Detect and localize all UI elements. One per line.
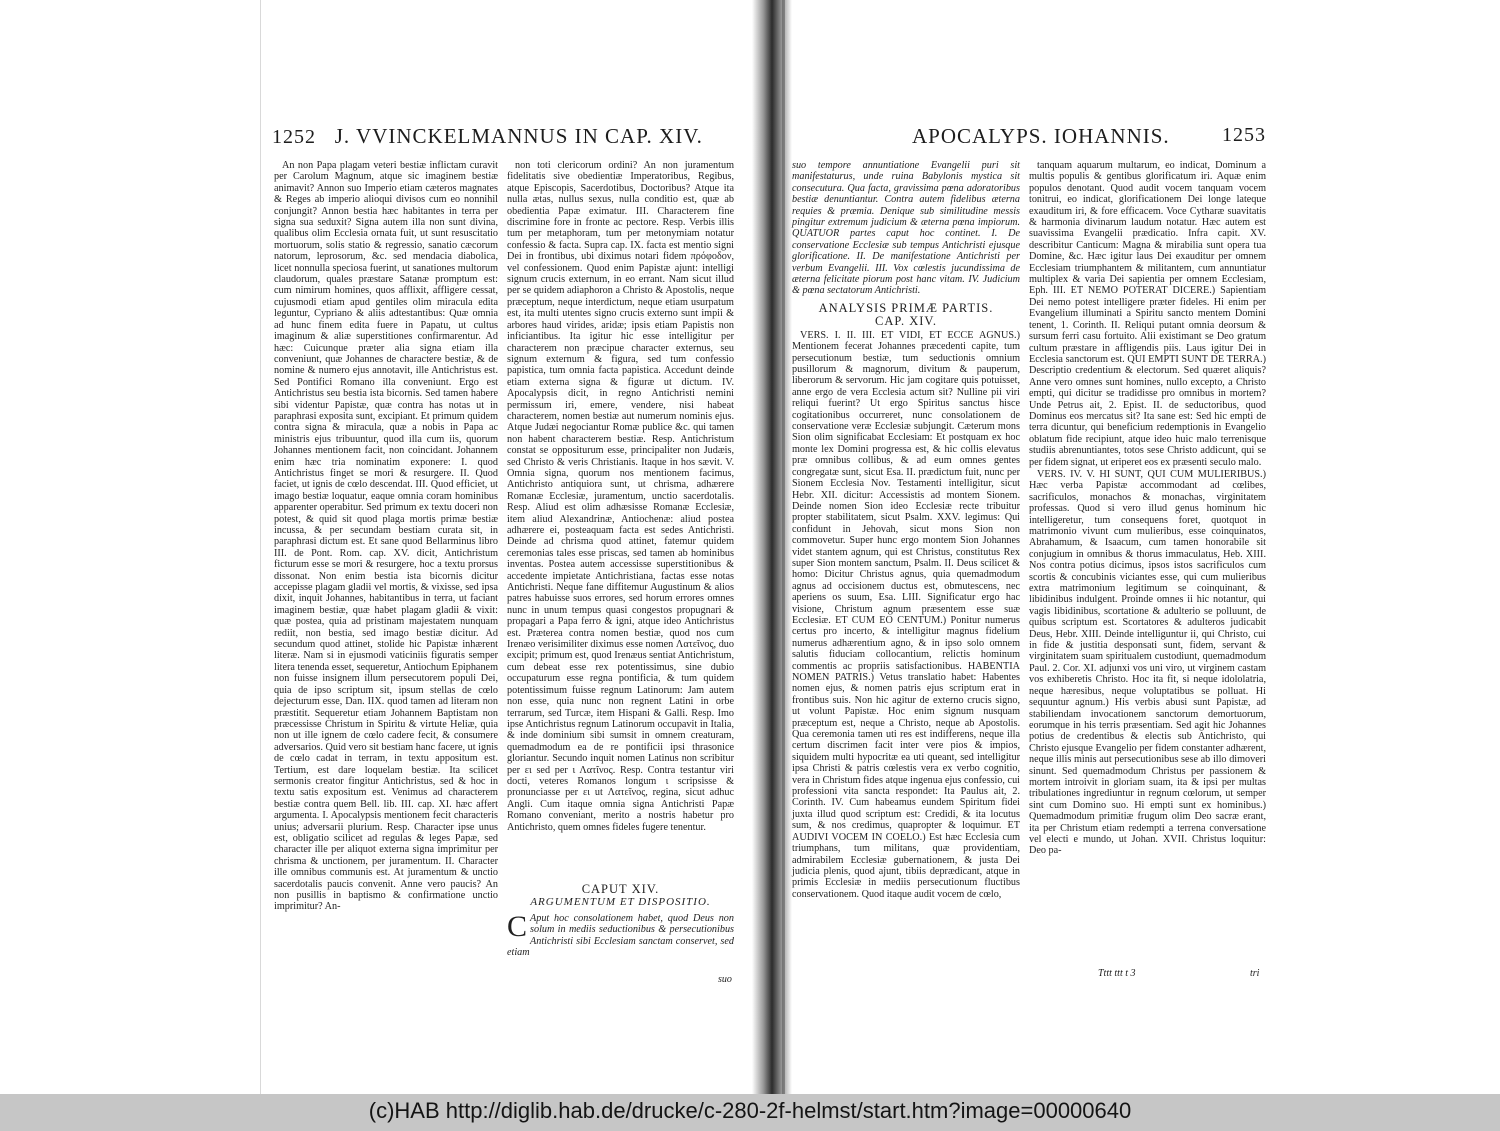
column-paragraph: VERS. IV. V. HI SUNT, QUI CUM MULIERIBUS.) Hæc verba Papistæ accommodant ad cœlibes, sacrificulos, monachos & monachas, virginitatem professas. Quod si vero illud genus hominum hic intelligeretur, tum consequens foret, quotquot in matrimonio vivunt cum mulieribus, esse coinquinatos, Abrahamum, & Isaacum, cum tamen honorabile sit conjugium in omnibus & thorus immaculatus, Heb. XIII. Nos contra potius dicimus, ipsos istos sacrificulos cum scortis & concubinis viciantes esse, qui cum mulieribus extra matrimonium legitimum se coinquinant, & libidinibus indulgent. Proinde omnes ii hic notantur, qui vagis libidinibus, scortatione & adulterio se polluunt, de quibus scriptum est. Scortatores & adulteros judicabit Deus, Hebr. XIII. Deinde intelliguntur ii, qui Christo, cui in fide & justitia desponsati sunt, fidem, servant & virginitatem suam spiritualem custodiunt, quemadmodum Paul. 2. Cor. XI. adjunxi vos uni viro, ut virginem castam vos exhiberetis Christo. Hoc ita fit, si neque idololatria, neque hæresibus, neque voluptatibus se polluat. Hi sequuntur agnum.) His verbis abusi sunt Papistæ, ad stabiliendam invocationem sanctorum demortuorum, eorumque in his terris præsentiam. Sed agit hic Johannes potius de credentibus & electis sub Antichristo, qui Christo ejusque Evangelio per fidem constanter adhærent, neque illis minis aut persecutionibus sese ab illo dimoveri sinunt. Sed quemadmodum Christus per passionem & mortem introivit in gloriam suam, ita & ipsi per multas tribulationes ingrediuntur in regnum cœlorum, ut semper sint cum Domino suo. Hi empti sunt ex hominibus.) Quemadmodum primitiæ frugum olim Deo sacræ erant, ita per Christum etiam redempti a terrena conversatione vel electi e mundo, ut Johan. XVII. Christus loquitur: Deo pa- xyxy=(1029,468,1266,857)
right-page-number: 1253 xyxy=(1222,124,1266,146)
column-paragraph: An non Papa plagam veteri bestiæ inflictam curavit per Carolum Magnum, atque sic imaginem bestiæ animavit? Annon suo Imperio etiam cæteros magnates & Reges ab imperio alioqui divisos cum eo nonnihil conjungit? Annon bestia hæc habitantes in terra per signa sua seduxit? Signa autem illa non sunt divina, qualibus olim Ecclesia ornata fuit, ut sunt resuscitatio mortuorum, solis statio & regressio, sanatio cæcorum natorum, leprosorum, &c. sed mendacia diabolica, licet nonnulla speciosa fuerint, ut sanationes multorum claudorum, quales præstare Satanæ promptum est: cum nimirum homines, quos afflixit, affligere cessat, cujusmodi etiam apud gentiles olim miracula edita leguntur, Cypriano & aliis adtestantibus: Quæ omnia ad hunc finem edita fuere in Papatu, ut cultus imaginum & aliæ superstitiones confirmarentur. Ad hæc: Cuicunque præter alia signa etiam illa conveniunt, quæ Johannes de charactere bestiæ, & de nomine & numero ejus annotavit, ille Antichristus est. Sed Pontifici Romano illa conveniunt. Ergo est Antichristus seu bestia ista bicornis. Sed tamen habere sibi videntur Papistæ, quæ contra has notas ut in paraphrasi exposita sunt, excipiant. Et primum quidem contra signa & miracula, quæ a nobis in Papa ac ministris ejus tribuuntur, quod illa cum iis, quorum Johannes mentionem facit, non coincidant. Johannem enim hæc tria nominatim exponere: I. quod Antichristus finget se mori & resurgere. II. Quod faciet, ut ignis de cœlo descendat. III. Quod efficiet, ut imago bestiæ loquatur, eaque omnia coram hominibus apparenter operabitur. Sed primum ex textu doceri non potest, & quid sit quod plaga mortis primæ bestiæ incussa, & per secundam bestiam curata sit, in paraphrasi dictum est. Et sane quod Bellarminus libro III. de Pont. Rom. cap. XV. dicit, Antichristum ficturum esse se mori & resurgere, hoc a textu prorsus dissonat. Non enim bestia ista bicornis dicitur accepisse plagam gladii vel mortis, & vixisse, sed ipsa dixit, inquit Johannes, habitantibus in terra, ut faciant imaginem bestiæ, quæ habet plagam gladii & vixit: quæ postea, quia ad pristinam majestatem nunquam rediit, non bestia, sed imago bestiæ dicitur. Ad secundum quod attinet, stolide hic Papistæ inhærent literæ. Nam si in ejusmodi vaticiniis figuratis semper litera tenenda esset, sequeretur, Antiochum Epiphanem non fuisse insignem illum persecutorem populi Dei, quia de ipso scriptum sit, ipsum stellas de cœlo dejecturum esse, Dan. IIX. quod tamen ad literam non præstitit. Sequeretur etiam Johannem Baptistam non præcessisse Christum in Spiritu & virtute Heliæ, quia non ut ille ignem de cœlo cadere fecit, & consumere adversarios. Quid vero sit bestiam hanc facere, ut ignis de cœlo cadat in terram, in textu appositum est. Tertium, est dare loquelam bestiæ. Ita scilicet sermonis creator fingitur Antichristus, sed & hoc in textu satis expositum est. Venimus ad characterem bestiæ contra quem Bell. lib. III. cap. XI. hæc affert argumenta. I. Apocalypsis mentionem fecit characteris unius; adversarii plurium. Resp. Character ipse unus est, obligatio scilicet ad regulas & leges Papæ, sed character ille per aliquot externa signa imprimitur per chrisma & unctionem, per juramentum. II. Character ille omnibus communis est. At juramentum & unctio sacerdotalis paucis convenit. Anne vero paucis? An non pusillis in baptismo & confirmatione unctio imprimitur? An- xyxy=(274,160,498,913)
left-page-column-1 xyxy=(274,160,498,968)
column-3-body xyxy=(792,330,1020,944)
right-page-column-2 xyxy=(1029,160,1266,964)
signature-mark: Tttt ttt t 3 xyxy=(1098,968,1136,979)
left-running-head xyxy=(272,124,703,154)
left-catchword: suo xyxy=(718,974,732,985)
cap-heading: CAP. XIV. xyxy=(875,314,937,329)
right-page-column-1 xyxy=(792,160,1020,964)
left-page-number: 1252 xyxy=(272,126,316,148)
analysis-heading: ANALYSIS PRIMÆ PARTIS. xyxy=(818,301,994,315)
left-page-column-2 xyxy=(507,160,734,974)
footer-copyright-url: (c)HAB http://diglib.hab.de/drucke/c-280-2f-helmst/start.htm?image=00000640 xyxy=(368,1098,1132,1123)
chapter-heading: CAPUT XIV. xyxy=(581,882,660,896)
argument-continuation-text: suo tempore annuntiatione Evangelii puri sit manifestaturus, unde ruina Babylonis mystica sit consecutura. Qua facta, gravissima pœna adoratoribus bestiæ denuntiantur. Contra autem fidelibus æterna requies & præmia. Denique sub similitudine messis pingitur extremum judicium & æterna pœna impiorum. QUATUOR partes caput hoc continet. I. De conservatione Ecclesiæ sub tempus Antichristi ejusque glorificatione. II. De manifestatione Antichristi per verbum Evangelii. III. Vox cœlestis jucundissima de æterna felicitate piorum post hanc vitam. IV. Judicium & pœna sectatorum Antichristi. xyxy=(792,160,1020,297)
argument-heading: ARGUMENTUM ET DISPOSITIO. xyxy=(530,896,711,909)
right-catchword: tri xyxy=(1250,968,1260,979)
book-gutter xyxy=(752,0,792,1094)
drop-cap: C xyxy=(507,909,528,943)
column-paragraph: tanquam aquarum multarum, eo indicat, Dominum a multis populis & gentibus glorificatum iri. Aquæ enim populos denotant. Quod audit vocem tanquam vocem tonitrui, eo indicat, glorificationem Dei longe lateque exauditum iri, & fore efficacem. Voce Cytharæ suavitatis & harmonia divinarum laudum notatur. Hæc autem est suavissima Evangelii prædicatio. Infra capit. XV. describitur Canticum: Magna & mirabilia sunt opera tua Domine, &c. Hæc igitur laus Dei exauditur per omnem Ecclesiam triumphantem & militantem, cum annuntiatur multiplex & varia Dei sapientia per omnem Ecclesiam, Eph. III. ET NEMO POTERAT DICERE.) Sapientiam Dei nemo potest intelligere præter fideles. Hi enim per Evangelium illuminati a Spiritu sancto mentem Domini tenent, 1. Corinth. II. Reliqui putant omnia deorsum & sursum ferri casu fortuito. Alii existimant se Deo gratum cultum præstare in affligendis piis. Laus igitur Dei in Ecclesia sanctorum est. QUI EMPTI SUNT DE TERRA.) Descriptio credentium & electorum. Sed quæret aliquis? Anne vero omnes sunt homines, nullo excepto, a Christo empti, qui dicitur se tradidisse pro omnibus in mortem? Unde Petrus ait, 2. Epist. II. de seductoribus, quod Dominus eos mercatus sit? Ita sane est: Sed hic empti de terra dicuntur, qui beneficium redemptionis in Evangelio oblatum fide recipiunt, atque ideo huic malo terrenisque studiis abrenuntiantes, totos sese Christo addicunt, qui se per fidem signat, ut eriperet eos ex præsenti seculo malo. xyxy=(1029,160,1266,468)
gutter-line xyxy=(782,0,785,1094)
column-2-body xyxy=(507,160,734,878)
argument-text: Aput hoc consolationem habet, quod Deus non solum in mediis seductionibus & persecutionibus Antichristi sibi Ecclesiam sanctam conservet, sed etiam xyxy=(507,912,734,959)
column-paragraph: non toti clericorum ordini? An non juramentum fidelitatis sive obedientiæ Imperatoribus, Regibus, atque Episcopis, Sacerdotibus, Doctoribus? Atque ita nulla ætas, nullus sexus, nulla conditio est, quæ ab obedientia Papæ eximatur. III. Characterem fine discrimine fore in fronte ac pectore. Resp. Verbis illis tum per metaphoram, tum per metonymiam notatur confessio & facta. Supra cap. IX. facta est mentio signi Dei in frontibus, ubi diximus notari fidem πρόφοδον, vel confessionem. Quod enim Papistæ ajunt: intelligi signum crucis externum, in eo errant. Nam sicut illud per se quidem adiaphoron a Christo & Apostolis, neque præceptum, neque interdictum, neque etiam usurpatum est, ita multi utentes signo crucis externo sunt impii & arbores haud virides, aridæ; ipsis etiam Papistis non inficiantibus. Ita igitur hic esse intelligitur per characterem non præcipue character externus, seu signum externum & figura, sed tum confessio papistica, tum omnia facta papistica. Accedunt deinde etiam externa signa & figuræ ut dictum. IV. Apocalypsis dicit, in regno Antichristi nemini permissum iri, emere, vendere, nisi habeat characterem, nomen bestiæ aut numerum nominis ejus. Atque Judæi negociantur Romæ publice &c. qui tamen non habent characterem bestiæ. Resp. Antichristum constat se oppositurum esse, principaliter non Judæis, sed Christo & veris Christianis. Itaque in hos sævit. V. Omnia signa, quorum nos mentionem facimus, Antichristo antiquiora sunt, ut chrisma, adhærere Romanæ Ecclesiæ, juramentum, unctio sacerdotalis. Resp. Aliud est olim adhæsisse Romanæ Ecclesiæ, item aliud Alexandrinæ, Antiochenæ: aliud postea adhærere ei, posteaquam facta est sedes Antichristi. Deinde ad chrisma quod attinet, fatemur quidem ceremonias tales esse priscas, sed tamen ab hominibus inventas. Postea autem accessisse superstitionibus & accedente impietate Antichristiana, factas esse notas Antichristi. Neque fane diffitemur Augustinum & alios patres habuisse suos errores, sed horum errores omnes nunc in unum tempus quasi congestos propugnari & propagari a Papa ferro & igni, atque ideo Antichristus est. Præterea contra nomen bestiæ, quod nos cum Irenæo verisimiliter diximus esse nomen Λατεῖνος, duo excipit; primum est, quod Irenæus sentiat Antichristum, cum debeat esse rex potentissimus, sine dubio occupaturum esse regna pontificia, & tum quidem potentissimum fuisse regnum Latinorum: Jam autem non esse, quia nunc non regnent Latini in orbe terrarum, sed Turcæ, item Hispani & Galli. Resp. Imo ipse Antichristus regnum Latinorum occupavit in Italia, & inde dominium sibi sumsit in omnem creaturam, quemadmodum ea de re pontificii ipsi thrasonice gloriantur. Secundo inquit nomen Latinus non scribitur per ει sed per ι Λατῖνος. Resp. Contra testantur viri docti, veteres Romanos longum ι scripsisse & pronunciasse per ει ut Λατεῖνος, regina, sicut adhuc Angli. Cum itaque omnia signa Antichristi Papæ Romano conveniant, merito a nostris habetur pro Antichristo, quem omnes fideles fugere tenentur. xyxy=(507,160,734,833)
left-running-title: J. VVINCKELMANNUS IN CAP. XIV. xyxy=(334,124,703,148)
right-running-title: APOCALYPS. IOHANNIS. xyxy=(912,124,1170,148)
page-edge xyxy=(260,0,261,1094)
argument-continuation xyxy=(792,160,1020,297)
argument-text-block xyxy=(507,909,734,959)
column-paragraph: VERS. I. II. III. ET VIDI, ET ECCE AGNUS.) Mentionem fecerat Johannes præcedenti capite, tum persecutionum bestiæ, tum seductionis omnium pusillorum & magnorum, divitum & pauperum, liberorum & servorum. Hic jam cogitare quis potuisset, anne ergo de vera Ecclesia actum sit? Nulline pii viri reliqui fuerint? Ut ergo Spiritus sanctus hisce cogitationibus occurreret, nunc consolationem de conservatione veræ Ecclesiæ subjungit. Cæterum mons Sion olim significabat Ecclesiam: Et postquam ex hoc monte lex Domini progressa est, & hic collis elevatus præ omnibus collibus, & ad eum omnes gentes congregatæ sunt, sicut Esa. II. prædictum fuit, nunc per Sionem Ecclesia Nov. Testamenti intelligitur, sicut Hebr. XII. dicitur: Accessistis ad montem Sionem. Deinde nomen Sion ideo Ecclesiæ recte tribuitur propter stabilitatem, sicut Psalm. XXV. legimus: Qui confidunt in Jehovah, sicut mons Sion non commovetur. Super hunc ergo montem Sion Johannes videt stantem agnum, qui est Christus, constitutus Rex super Sion montem sanctum, Psalm. II. Deus scilicet & homo: Dicitur Christus agnus, quia quemadmodum agnus ad occisionem ductus est, obmutescens, nec aperiens os suum, Esa. LIII. Significatur ergo hac visione, Christum agnum præsentem esse suæ Ecclesiæ. ET CUM EO CENTUM.) Ponitur numerus certus pro incerto, & intelligitur magnus fidelium numerus adhærentium agno, & in ipso solo omnem salutis fiduciam collocantium, relictis hominum commentis ac propriis satisfactionibus. HABENTIA NOMEN PATRIS.) Vetus translatio habet: Habentes nomen ejus, & nomen patris ejus scriptum erat in frontibus suis. Non hic agitur de externo crucis signo, ut volunt Papistæ. Hoc enim signum nusquam præceptum est, neque a Christo, neque ab Apostolis. Qua ceremonia tamen uti res est indifferens, neque illa certum discrimen facit inter vere pios & impios, siquidem multi hypocritæ ea uti queant, sed intelligitur ipsa Christi & patris cœlestis vera ex verbo cognitio, vera in Christum fides atque ingenua ejus confessio, cui professioni vita sancta respondet: Ita Paulus ait, 2. Corinth. IV. Cum habeamus eundem Spiritum fidei juxta illud quod scriptum est: Credidi, & ita locutus sum, & nos credimus, quapropter & loquimur. ET AUDIVI VOCEM IN COELO.) Est hæc Ecclesia cum triumphans, tum militans, quæ providentiam, admirabilem Ecclesiæ gubernationem, & justa Dei judicia plenis, quod ajunt, tibiis deprædicant, atque in primis Ecclesiæ in mediis persecutionum fluctibus conservationem. Quod itaque audit vocem de cœlo, xyxy=(792,329,1020,900)
